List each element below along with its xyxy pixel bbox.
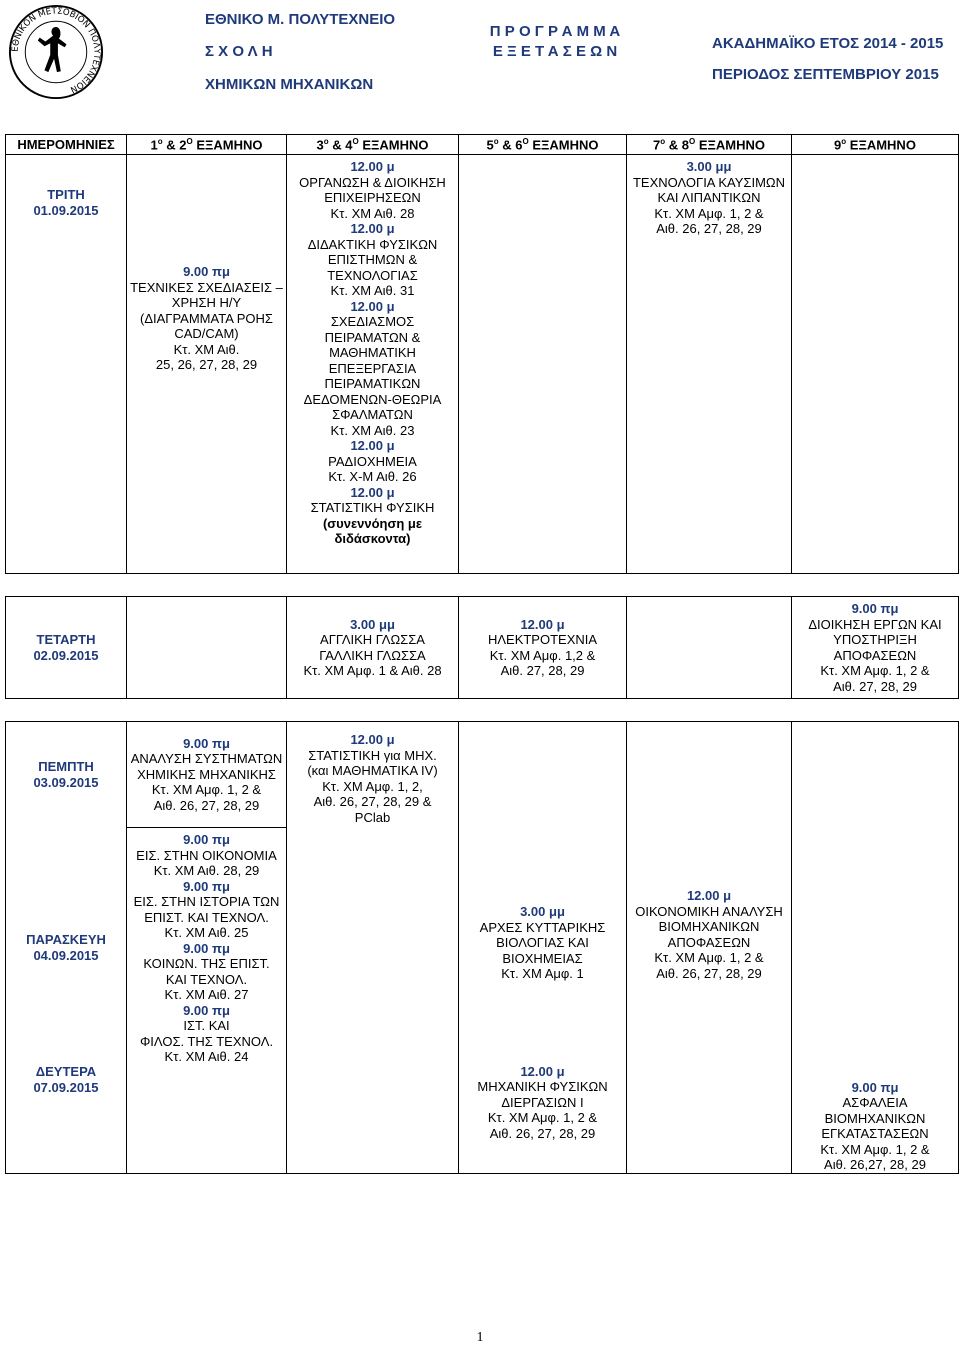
exam-cell — [459, 1060, 627, 1174]
exam-period: ΠΕΡΙΟΔΟΣ ΣΕΠΤΕΜΒΡΙΟΥ 2015 — [712, 66, 939, 83]
day-name: ΤΕΤΑΡΤΗ — [36, 631, 96, 647]
exam-line: ΑΠΟΦΑΣΕΩΝ — [833, 647, 917, 663]
col-header-sem-5-6: $5^o$ & $6^O$ ΕΞΑΜΗΝΟ — [459, 135, 627, 155]
exam-cell — [627, 155, 792, 574]
exam-line: Κτ. Χ-Μ Αιθ. 26 — [328, 469, 417, 484]
exam-line: Κτ. ΧΜ Αμφ. 1, 2 & — [654, 950, 764, 965]
exam-cell — [287, 597, 459, 699]
day-name: ΠΑΡΑΣΚΕΥΗ — [26, 931, 106, 947]
exam-line: ΦΙΛΟΣ. ΤΗΣ ΤΕΧΝΟΛ. — [139, 1033, 274, 1049]
date-cell — [6, 828, 127, 1060]
exam-line: Αιθ. 26, 27, 28, 29 — [656, 221, 762, 236]
exam-line: (ΔΙΑΓΡΑΜΜΑΤΑ ΡΟΗΣ — [140, 310, 273, 326]
day-date: 02.09.2015 — [33, 647, 99, 663]
exam-line: ΣΤΑΤΙΣΤΙΚΗ ΦΥΣΙΚΗ — [310, 500, 435, 515]
exam-line: Αιθ. 26, 27, 28, 29 & — [313, 794, 432, 809]
exam-line: ΑΡΧΕΣ ΚΥΤΤΑΡΙΚΗΣ — [479, 919, 606, 935]
day-date: 03.09.2015 — [33, 774, 99, 790]
exam-time: 12.00 μ — [350, 221, 395, 236]
exam-line: Κτ. ΧΜ Αμφ. 1, 2 & — [820, 663, 930, 678]
page-number: 1 — [476, 1330, 484, 1345]
exam-time: 12.00 μ — [350, 159, 395, 174]
exam-line: ΚΑΙ ΤΕΧΝΟΛ. — [165, 971, 248, 987]
table-row — [6, 722, 959, 828]
svg-text:ΕΘΝΙΚΟΝ ΜΕΤΣΟΒΙΟΝ ΠΟΛΥΤΕΧΝΕΙΟΝ: ΕΘΝΙΚΟΝ ΜΕΤΣΟΒΙΟΝ ΠΟΛΥΤΕΧΝΕΙΟΝ — [10, 6, 102, 95]
exam-time: 9.00 πμ — [851, 1079, 899, 1095]
exam-line: ΒΙΟΛΟΓΙΑΣ ΚΑΙ — [496, 935, 589, 950]
exam-time: 12.00 μ — [686, 888, 732, 903]
exam-time: 9.00 πμ — [183, 878, 230, 894]
exam-line: Κτ. ΧΜ Αιθ. 28 — [330, 205, 415, 221]
academic-year: ΑΚΑΔΗΜΑΪΚΟ ΕΤΟΣ 2014 - 2015 — [712, 35, 944, 52]
exam-note: (συνεννόηση με — [322, 515, 423, 531]
exam-line: Κτ. ΧΜ Αμφ. 1, 2 & — [820, 1141, 930, 1157]
exam-time: 12.00 μ — [350, 732, 395, 747]
exam-line: ΟΡΓΑΝΩΣΗ & ΔΙΟΙΚΗΣΗ — [299, 174, 446, 190]
exam-time: 9.00 πμ — [183, 832, 230, 847]
exam-line: ΔΕΔΟΜΕΝΩΝ-ΘΕΩΡΙΑ — [303, 391, 442, 407]
exam-line: ΔΙΔΑΚΤΙΚΗ ΦΥΣΙΚΩΝ — [307, 236, 438, 252]
exam-line: ΒΙΟΧΗΜΕΙΑΣ — [502, 950, 583, 966]
empty-cell — [792, 722, 959, 1060]
exam-time: 12.00 μ — [520, 1063, 565, 1079]
exam-cell — [459, 722, 627, 1060]
exam-line: Κτ. ΧΜ Αιθ. 25 — [164, 925, 249, 940]
exam-line: ΑΠΟΦΑΣΕΩΝ — [667, 934, 751, 950]
date-cell — [6, 722, 127, 828]
exam-line: ΡΑΔΙΟΧΗΜΕΙΑ — [328, 453, 417, 469]
exam-schedule-table — [5, 134, 959, 1174]
exam-cell — [792, 597, 959, 699]
exam-line: ΑΓΓΛΙΚΗ ΓΛΩΣΣΑ — [320, 632, 425, 647]
table-row — [6, 597, 959, 699]
exam-cell — [792, 1060, 959, 1174]
col-header-sem-3-4: $3^o$ & $4^O$ ΕΞΑΜΗΝΟ — [287, 135, 459, 155]
day-date: 07.09.2015 — [33, 1079, 99, 1095]
exam-line: ΤΕΧΝΙΚΕΣ ΣΧΕΔΙΑΣΕΙΣ – — [130, 279, 283, 295]
date-cell — [6, 155, 127, 574]
empty-cell — [627, 1060, 792, 1174]
exam-time: 12.00 μ — [350, 484, 395, 500]
exam-line: ΧΗΜΙΚΗΣ ΜΗΧΑΝΙΚΗΣ — [137, 766, 276, 782]
table-row — [6, 155, 959, 574]
exam-cell — [627, 722, 792, 1060]
col-header-sem-1-2: $1^o$ & $2^O$ ΕΞΑΜΗΝΟ — [127, 135, 287, 155]
exam-line: ΑΝΑΛΥΣΗ ΣΥΣΤΗΜΑΤΩΝ — [130, 751, 283, 767]
exam-line: Αιθ. 26, 27, 28, 29 — [153, 797, 260, 813]
exam-time: 12.00 μ — [350, 298, 395, 314]
exam-line: CAD/CAM) — [174, 326, 239, 341]
exam-line: Αιθ. 27, 28, 29 — [500, 663, 585, 678]
exam-line: ΤΕΧΝΟΛΟΓΙΑ ΚΑΥΣΙΜΩΝ — [632, 174, 786, 190]
exam-line: ΠΕΙΡΑΜΑΤΙΚΩΝ — [324, 376, 421, 391]
day-name: ΠΕΜΠΤΗ — [38, 758, 94, 774]
exam-time: 9.00 πμ — [183, 1002, 230, 1018]
exam-line: Κτ. ΧΜ Αιθ. — [173, 341, 240, 357]
exam-line: Αιθ. 27, 28, 29 — [833, 678, 917, 694]
exam-line: ΙΣΤ. ΚΑΙ — [183, 1018, 230, 1033]
exam-cell — [287, 155, 459, 574]
exam-cell — [127, 828, 287, 1174]
exam-cell — [287, 722, 459, 1174]
exam-time: 3.00 μμ — [350, 616, 395, 632]
exam-line: ΥΠΟΣΤΗΡΙΞΗ — [833, 632, 917, 647]
exam-line: ΕΠΙΣΤΗΜΩΝ & — [327, 252, 418, 267]
empty-cell — [627, 597, 792, 699]
exam-line: Κτ. ΧΜ Αιθ. 23 — [330, 422, 415, 438]
exam-line: ΧΡΗΣΗ Η/Υ — [171, 295, 242, 310]
exam-line: Κτ. ΧΜ Αμφ. 1 & Αιθ. 28 — [303, 663, 442, 678]
exam-line: Κτ. ΧΜ Αμφ. 1, 2 & — [151, 782, 262, 798]
exam-line: Κτ. ΧΜ Αιθ. 28, 29 — [153, 863, 260, 878]
exam-line: Κτ. ΧΜ Αιθ. 27 — [164, 987, 249, 1002]
exam-line: ΠΕΙΡΑΜΑΤΩΝ & — [324, 329, 421, 345]
exam-line: ΜΑΘΗΜΑΤΙΚΗ — [329, 345, 416, 360]
exam-line: ΗΛΕΚΤΡΟΤΕΧΝΙΑ — [487, 632, 598, 647]
exam-line: ΕΙΣ. ΣΤΗΝ ΟΙΚΟΝΟΜΙΑ — [136, 847, 277, 863]
exam-time: 9.00 πμ — [851, 601, 899, 616]
table-header-row — [6, 135, 959, 155]
exam-time: 12.00 μ — [520, 616, 565, 632]
exam-line: Κτ. ΧΜ Αιθ. 24 — [164, 1049, 249, 1064]
exam-cell — [127, 155, 287, 574]
exam-line: ΜΗΧΑΝΙΚΗ ΦΥΣΙΚΩΝ — [477, 1079, 608, 1094]
exam-line: Αιθ. 26,27, 28, 29 — [824, 1157, 926, 1172]
school-label: Σ Χ Ο Λ Η — [205, 43, 273, 60]
day-date: 01.09.2015 — [33, 203, 99, 218]
exam-line: ΓΑΛΛΙΚΗ ΓΛΩΣΣΑ — [319, 647, 426, 663]
exam-line: ΕΠΕΞΕΡΓΑΣΙΑ — [328, 360, 417, 376]
day-name: ΔΕΥΤΕΡΑ — [35, 1063, 97, 1079]
exam-line: ΟΙΚΟΝΟΜΙΚΗ ΑΝΑΛΥΣΗ — [635, 903, 783, 919]
exam-line: 25, 26, 27, 28, 29 — [155, 357, 258, 372]
exam-line: ΣΧΕΔΙΑΣΜΟΣ — [330, 314, 415, 329]
exam-time: 9.00 πμ — [183, 264, 230, 279]
exam-line: ΣΤΑΤΙΣΤΙΚΗ για ΜΗΧ. — [308, 747, 437, 763]
exam-line: ΣΦΑΛΜΑΤΩΝ — [332, 407, 413, 422]
exam-time: 3.00 μμ — [686, 159, 732, 174]
empty-cell — [459, 155, 627, 574]
exam-line: ΕΙΣ. ΣΤΗΝ ΙΣΤΟΡΙΑ ΤΩΝ — [133, 894, 280, 909]
exam-line: ΚΑΙ ΛΙΠΑΝΤΙΚΩΝ — [657, 190, 761, 205]
date-cell — [6, 597, 127, 699]
doc-subtitle: Ε Ξ Ε Τ Α Σ Ε Ω Ν — [492, 43, 618, 60]
exam-time: 12.00 μ — [350, 438, 395, 453]
day-date: 04.09.2015 — [33, 947, 99, 963]
exam-line: ΒΙΟΜΗΧΑΝΙΚΩΝ — [658, 919, 760, 934]
exam-line: (και ΜΑΘΗΜΑΤΙΚΑ IV) — [307, 763, 438, 778]
exam-time: 9.00 πμ — [183, 940, 230, 956]
doc-title: Π Ρ Ο Γ Ρ Α Μ Μ Α — [489, 23, 621, 40]
ntua-logo-icon — [8, 4, 104, 100]
empty-cell — [792, 155, 959, 574]
exam-time: 9.00 πμ — [183, 735, 230, 751]
exam-line: Κτ. ΧΜ Αμφ. 1 — [501, 966, 584, 981]
exam-time: 3.00 μμ — [520, 904, 565, 919]
exam-note: διδάσκοντα) — [334, 531, 411, 546]
exam-line: Κτ. ΧΜ Αμφ. 1, 2 & — [487, 1110, 598, 1125]
exam-line: Αιθ. 26, 27, 28, 29 — [656, 965, 762, 981]
exam-line: ΑΣΦΑΛΕΙΑ — [842, 1095, 908, 1110]
school-department: ΧΗΜΙΚΩΝ ΜΗΧΑΝΙΚΩΝ — [205, 76, 374, 93]
col-header-sem-7-8: $7^o$ & $8^O$ ΕΞΑΜΗΝΟ — [627, 135, 792, 155]
exam-line: PClab — [354, 809, 391, 825]
exam-line: ΕΠΙΧΕΙΡΗΣΕΩΝ — [324, 190, 421, 205]
date-cell — [6, 1060, 127, 1174]
exam-line: Κτ. ΧΜ Αμφ. 1, 2, — [322, 778, 423, 794]
exam-line: ΒΙΟΜΗΧΑΝΙΚΩΝ — [824, 1110, 926, 1126]
exam-line: Κτ. ΧΜ Αμφ. 1,2 & — [489, 647, 596, 663]
empty-cell — [127, 597, 287, 699]
school-name: ΕΘΝΙΚΟ Μ. ΠΟΛΥΤΕΧΝΕΙΟ — [205, 11, 396, 28]
col-header-sem-9: $9^o$ ΕΞΑΜΗΝΟ — [792, 135, 959, 155]
exam-line: Κτ. ΧΜ Αμφ. 1, 2 & — [654, 205, 764, 221]
day-name: ΤΡΙΤΗ — [47, 187, 85, 202]
exam-cell — [459, 597, 627, 699]
exam-line: ΚΟΙΝΩΝ. ΤΗΣ ΕΠΙΣΤ. — [143, 956, 270, 971]
exam-line: Αιθ. 26, 27, 28, 29 — [489, 1125, 596, 1141]
exam-line: ΕΠΙΣΤ. ΚΑΙ ΤΕΧΝΟΛ. — [144, 909, 269, 925]
exam-line: ΔΙΕΡΓΑΣΙΩΝ Ι — [501, 1094, 584, 1110]
exam-line: ΔΙΟΙΚΗΣΗ ΕΡΓΩΝ ΚΑΙ — [808, 616, 942, 632]
exam-line: Κτ. ΧΜ Αιθ. 31 — [330, 283, 415, 298]
exam-line: ΕΓΚΑΤΑΣΤΑΣΕΩΝ — [821, 1126, 929, 1141]
exam-cell — [127, 722, 287, 828]
col-header-dates: ΗΜΕΡΟΜΗΝΙΕΣ — [6, 135, 127, 155]
exam-line: ΤΕΧΝΟΛΟΓΙΑΣ — [327, 267, 418, 283]
